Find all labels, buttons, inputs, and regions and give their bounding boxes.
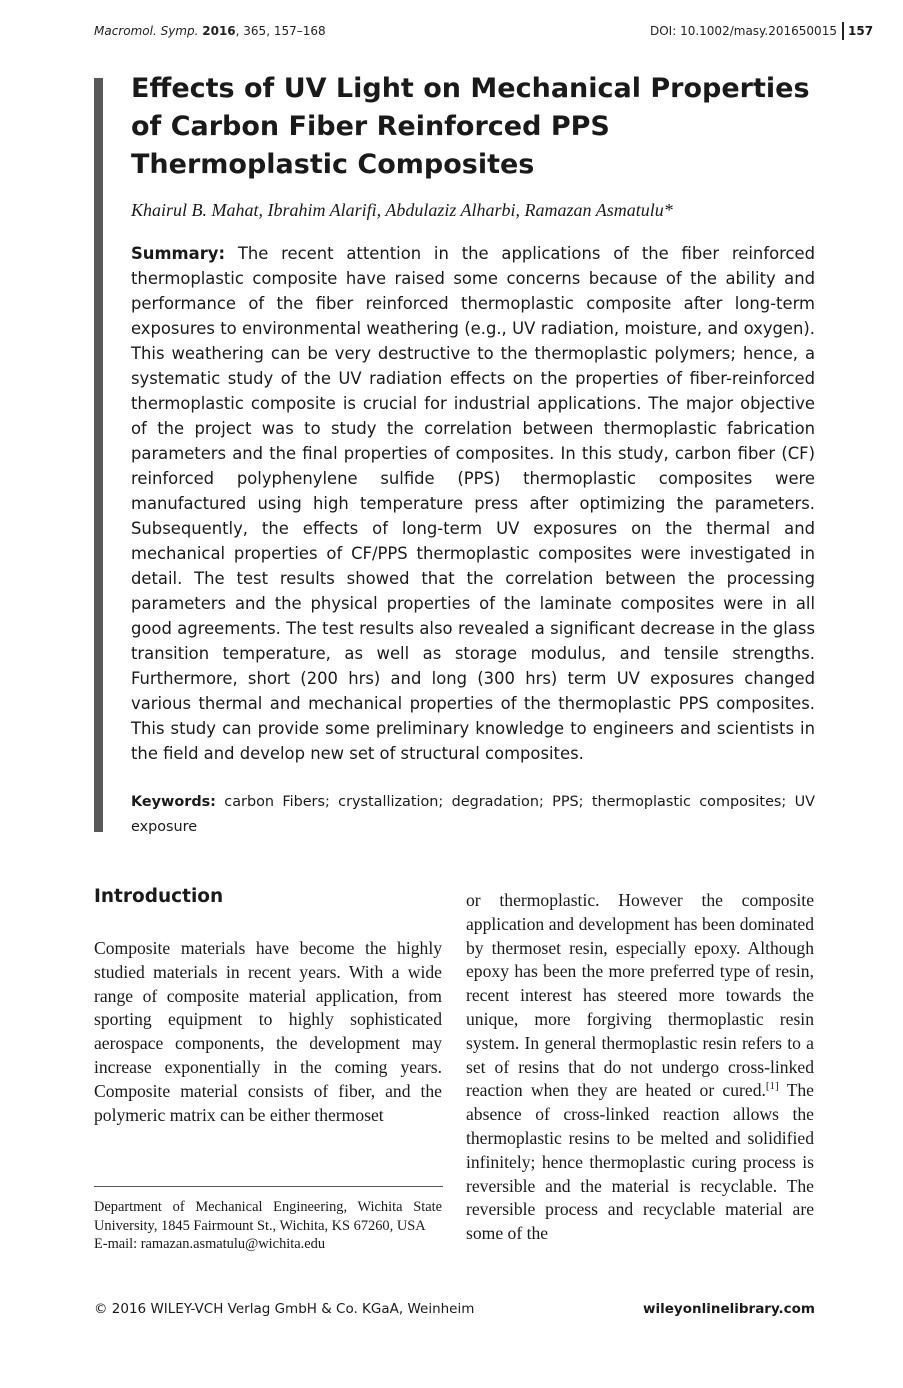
abstract-summary [131, 241, 815, 766]
summary-label: Summary: [131, 244, 226, 263]
article-title: Effects of UV Light on Mechanical Properties of Carbon Fiber Reinforced PPS Thermoplastic Composites [131, 73, 810, 180]
header-divider [842, 22, 844, 40]
journal-name: Macromol. Symp. [94, 24, 199, 38]
affiliation-text: Department of Mechanical Engineering, Wichita State University, 1845 Fairmount St., Wichita, KS 67260, USA [94, 1199, 442, 1234]
author-list: Khairul B. Mahat, Ibrahim Alarifi, Abdulaziz Alharbi, Ramazan Asmatulu* [131, 200, 673, 220]
page-number: 157 [848, 24, 874, 38]
contact-email[interactable]: E-mail: ramazan.asmatulu@wichita.edu [94, 1236, 326, 1252]
doi: DOI: 10.1002/masy.201650015 [650, 24, 837, 38]
right-column-text-a: or thermoplastic. However the composite application and development has been dominated by thermoset resin, especially epoxy. Although epoxy has been the more preferred type of resin, recent interest has steered more towards the unique, more forgiving thermoplastic resin system. In general thermoplastic resin refers to a set of resins that do not undergo cross-linked reaction when they are heated or cured. [466, 890, 814, 1101]
section-heading-introduction: Introduction [94, 886, 224, 907]
keywords-text: carbon Fibers; crystallization; degradation; PPS; thermoplastic composites; UV exposure [131, 794, 815, 835]
introduction-left-column: Composite materials have become the highly studied materials in recent years. With a wide range of composite material application, from sporting equipment to highly sophisticated aerospace components, the development may increase exponentially in the coming years. Composite material consists of fiber, and the polymeric matrix can be either thermoset [94, 938, 442, 1125]
running-header-citation [94, 24, 326, 38]
footnote-divider [94, 1186, 443, 1187]
keywords-label: Keywords: [131, 794, 216, 810]
volume-pages: , 365, 157–168 [235, 24, 326, 38]
reference-link-1[interactable]: [1] [765, 1080, 779, 1093]
right-column-text-b: The absence of cross-linked reaction allows the thermoplastic resins to be melted and solidified infinitely; hence thermoplastic curing process is reversible and the material is recyclable. The reversible process and recyclable material are some of the [466, 1080, 814, 1244]
keywords [131, 790, 815, 840]
summary-text: The recent attention in the applications of the fiber reinforced thermoplastic composite have raised some concerns because of the ability and performance of the fiber reinforced thermoplastic composite after long-term exposures to environmental weathering (e.g., UV radiation, moisture, and oxygen). This weathering can be very destructive to the thermoplastic polymers; hence, a systematic study of the UV radiation effects on the properties of fiber-reinforced thermoplastic composite is crucial for industrial applications. The major objective of the project was to study the correlation between thermoplastic fabrication parameters and the final properties of composites. In this study, carbon fiber (CF) reinforced polyphenylene sulfide (PPS) thermoplastic composites were manufactured using high temperature press after optimizing the parameters. Subsequently, the effects of long-term UV exposures on the thermal and mechanical properties of CF/PPS thermoplastic composites were investigated in detail. The test results showed that the correlation between the processing parameters and the physical properties of the laminate composites were in all good agreements. The test results also revealed a significant decrease in the glass transition temperature, as well as storage modulus, and tensile strengths. Furthermore, short (200 hrs) and long (300 hrs) term UV exposures changed various thermal and mechanical properties of the thermoplastic PPS composites. This study can provide some preliminary knowledge to engineers and scientists in the field and develop new set of structural composites. [131, 244, 815, 763]
introduction-right-column [466, 889, 814, 1246]
affiliation-footnote [94, 1198, 442, 1254]
copyright-notice: © 2016 WILEY-VCH Verlag GmbH & Co. KGaA, Weinheim [94, 1301, 475, 1317]
abstract-side-bar [94, 78, 103, 832]
journal-year: 2016 [202, 24, 236, 38]
publisher-website-link[interactable]: wileyonlinelibrary.com [643, 1301, 815, 1317]
